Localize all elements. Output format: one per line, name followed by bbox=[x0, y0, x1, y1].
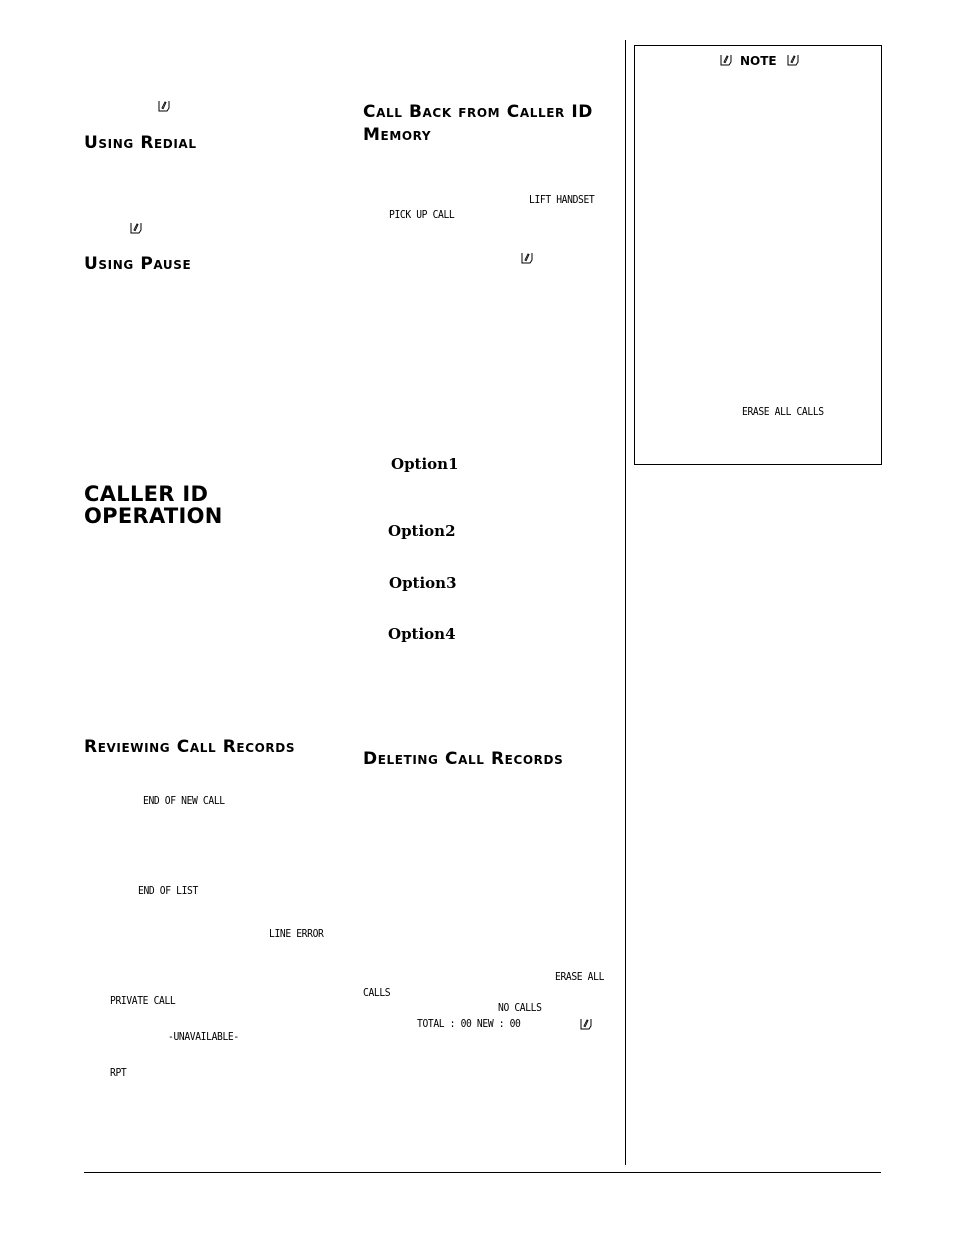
reviewing-call-records-heading: Reviewing Call Records bbox=[84, 737, 296, 757]
column-divider bbox=[625, 40, 626, 1165]
deleting-call-records-heading: Deleting Call Records bbox=[363, 749, 564, 769]
lcd-calls: CALLS bbox=[363, 987, 391, 999]
lcd-pick-up-call: PICK UP CALL bbox=[389, 209, 455, 221]
lcd-private-call: PRIVATE CALL bbox=[110, 995, 176, 1007]
caller-id-heading-line2: OPERATION bbox=[84, 504, 223, 528]
caller-id-heading-line1: CALLER ID bbox=[84, 482, 209, 506]
lcd-total-new: TOTAL : 00 NEW : 00 bbox=[417, 1018, 521, 1030]
option-2-label: Option2 bbox=[388, 522, 456, 540]
footer-rule bbox=[84, 1172, 881, 1173]
note-icon bbox=[579, 1017, 593, 1031]
option-3-label: Option3 bbox=[389, 574, 457, 592]
note-icon bbox=[520, 251, 534, 265]
option-4-label: Option4 bbox=[388, 625, 456, 643]
lcd-lift-handset: LIFT HANDSET bbox=[529, 194, 595, 206]
lcd-rpt: RPT bbox=[110, 1067, 127, 1079]
note-icon bbox=[786, 53, 800, 67]
note-icon bbox=[157, 99, 171, 113]
using-redial-heading: Using Redial bbox=[84, 133, 197, 153]
lcd-end-of-list: END OF LIST bbox=[138, 885, 198, 897]
lcd-erase-all: ERASE ALL bbox=[555, 971, 605, 983]
lcd-end-of-new-call: END OF NEW CALL bbox=[143, 795, 225, 807]
call-back-heading-line1: Call Back from Caller ID bbox=[363, 102, 593, 122]
lcd-erase-all-calls: ERASE ALL CALLS bbox=[742, 406, 824, 418]
using-pause-heading: Using Pause bbox=[84, 254, 192, 274]
note-label: NOTE bbox=[740, 54, 777, 68]
note-icon bbox=[129, 221, 143, 235]
note-box bbox=[634, 45, 882, 465]
call-back-heading-line2: Memory bbox=[363, 125, 432, 145]
lcd-no-calls: NO CALLS bbox=[498, 1002, 542, 1014]
lcd-unavailable: -UNAVAILABLE- bbox=[168, 1031, 239, 1043]
lcd-line-error: LINE ERROR bbox=[269, 928, 324, 940]
note-icon bbox=[719, 53, 733, 67]
option-1-label: Option1 bbox=[391, 455, 459, 473]
